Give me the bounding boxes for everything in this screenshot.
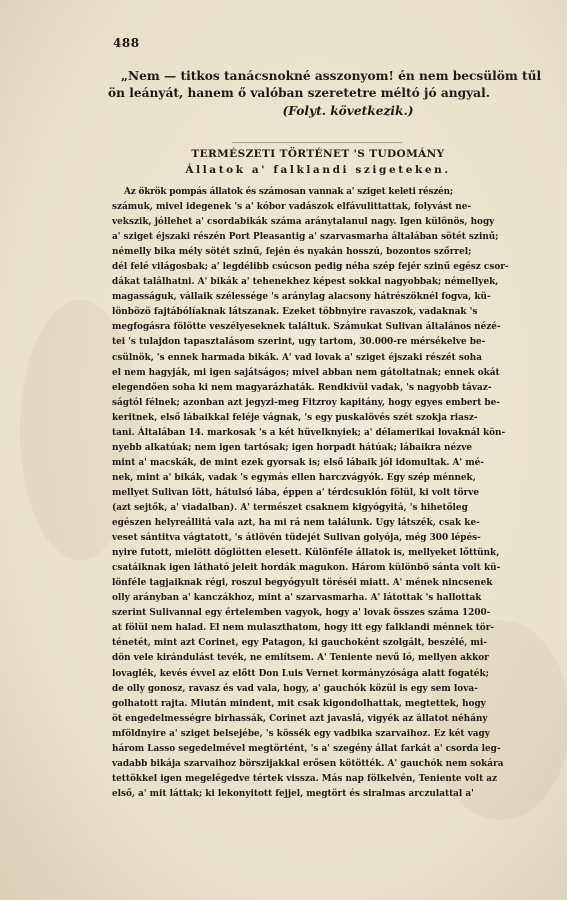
body-line: számuk, mivel idegenek 's a' kóbor vadászok elfávulittattak, folyvást ne- <box>112 202 472 213</box>
body-line: olly arányban a' kanczákhoz, mint a' szarvasmarha. A' látottak 's hallottak <box>112 593 482 604</box>
body-line: öt engedelmességre birhassák, Corinet azt javaslá, vigyék az állatot néhány <box>112 713 488 724</box>
article-subtitle: Állatok a' falklandi szigeteken. <box>185 164 451 176</box>
section-divider <box>232 142 402 143</box>
article-title: TERMÉSZETI TÖRTÉNET 'S TUDOMÁNY <box>191 148 445 160</box>
body-line: golhatott rajta. Miután mindent, mit csak kigondolhattak, megtettek, hogy <box>112 698 486 709</box>
body-line: magasságuk, vállaik szélessége 's aránylag alacsony hátrészöknél fogva, kü- <box>112 292 491 303</box>
body-line: csatáiknak igen látható jeleit hordák magukon. Három különbö sánta volt kü- <box>112 563 501 574</box>
article-body <box>112 185 530 802</box>
body-line: egészen helyreállitá vala azt, ha mi rá nem találunk. Ugy látszék, csak ke- <box>112 518 480 529</box>
serial-ending <box>108 68 542 120</box>
body-line: a' sziget éjszaki részén Port Pleasantig a' szarvasmarha általában sötét szinű; <box>112 232 499 243</box>
body-line: első, a' mit láttak; ki lekonyitott fejjel, megtört és siralmas arczulattal a' <box>112 788 474 799</box>
body-line: lönféle tagjaiknak régi, roszul begyógyult töréséi miatt. A' mének nincsenek <box>112 578 493 589</box>
body-line: tei 's tulajdon tapasztalásom szerint, ugy tartom, 30.000-re mérsékelve be- <box>112 337 486 348</box>
body-line: mellyet Sulivan lött, hátulsó lába, éppen a' térdcsuklón fölül, ki volt törve <box>112 487 480 498</box>
intro-line: „Nem — titkos tanácsnokné asszonyom! én nem becsülöm tűl <box>121 69 542 83</box>
body-line: ténetét, mint azt Corinet, egy Patagon, ki gauchoként szolgált, beszélé, mi- <box>112 638 487 649</box>
body-line: tettökkel igen megelégedve tértek vissza. Más nap fölkelvén, Teniente volt az <box>112 773 498 784</box>
body-line: nyebb alkatúak; nem igen tartósak; igen horpadt hátúak; lábaikra nézve <box>112 442 472 453</box>
body-line: szerint Sulivannal egy értelemben vagyok, hogy a' lovak összes száma 1200- <box>112 608 491 619</box>
body-line: csülnök, 's ennek harmada bikák. A' vad lovak a' sziget éjszaki részét soha <box>112 352 482 363</box>
body-line: mint a' macskák, de mint ezek gyorsak is; első lábaik jól idomultak. A' mé- <box>112 457 484 468</box>
page-number: 488 <box>113 36 140 50</box>
body-line: el nem hagyják, mi igen sajátságos; mivel abban nem gátoltatnak; ennek okát <box>112 367 500 378</box>
body-line: vekszik, jóllehet a' csordabikák száma aránytalanul nagy. Igen különös, hogy <box>112 217 495 228</box>
body-line: három Lasso segedelmével megtörtént, 's a' szegény állat farkát a' csorda leg- <box>112 743 501 754</box>
body-line: nyire futott, mielött döglötten elesett. Különféle állatok is, mellyeket lőttünk, <box>112 548 500 559</box>
body-line: dön vele kirándulást tevék, ne említsem. A' Teniente nevű ló, mellyen akkor <box>112 653 489 664</box>
body-line: Az ökrök pompás állatok és számosan vannak a' sziget keleti részén; <box>124 187 454 197</box>
body-line: veset sántitva vágtatott, 's átlövén tüdejét Sulivan golyója, még 300 lépés- <box>112 533 481 544</box>
body-line: megfogásra fölötte veszélyeseknek találtuk. Számukat Sulivan általános nézé- <box>112 322 501 333</box>
body-line: nek, mint a' bikák, vadak 's egymás ellen harczvágyók. Egy szép ménnek, <box>112 472 476 483</box>
body-line: némelly bika mély sötét szinű, fején és nyakán hosszú, bozontos szőrrel; <box>112 247 472 258</box>
body-line: vadabb bikája szarvaihoz börszijakkal erősen kötötték. A' gauchók nem sokára <box>112 758 504 769</box>
body-line: de olly gonosz, ravasz és vad vala, hogy, a' gauchók közül is egy sem lova- <box>112 683 478 694</box>
body-line: lovaglék, kevés évvel az előtt Don Luis Vernet kormányzósága alatt fogaték; <box>112 668 489 679</box>
body-line: mföldnyire a' sziget belsejébe, 's kössék egy vadbika szarvaihoz. Ez két vagy <box>112 728 490 739</box>
body-line: elegendően soha ki nem magyarázhaták. Rendkivül vadak, 's nagyobb távaz- <box>112 382 492 393</box>
continued-note: (Folyt. következik.) <box>282 104 414 118</box>
body-line: lönbözö fajtábólíaknak látszanak. Ezeket többnyire ravaszok, vadaknak 's <box>112 307 478 318</box>
body-line: at fölül nem halad. El nem mulaszthatom, hogy itt egy falklandi ménnek tör- <box>112 623 495 634</box>
body-line: keritnek, első lábaikkal feléje vágnak, 's egy puskalövés szét szokja riasz- <box>112 412 478 423</box>
body-line: dákat találhatni. A' bikák a' tehenekhez képest sokkal nagyobbak; némellyek, <box>112 277 499 288</box>
intro-line: ön leányát, hanem ő valóban szeretetre méltó jó angyal. <box>108 86 490 100</box>
body-line: ságtól félnek; azonban azt jegyzi-meg Fitzroy kapitány, hogy egyes embert be- <box>112 397 500 408</box>
body-line: dél felé világosbak; a' legdélibb csúcson pedig néha szép fejér szinű egész csor- <box>112 262 509 273</box>
body-line: tani. Általában 14. markosak 's a két hüvelknyiek; a' délamerikai lovaknál kön- <box>112 427 506 438</box>
body-line: (azt sejtők, a' viadalban). A' természet csaknem kigyógyitá, 's hihetőleg <box>112 502 468 513</box>
